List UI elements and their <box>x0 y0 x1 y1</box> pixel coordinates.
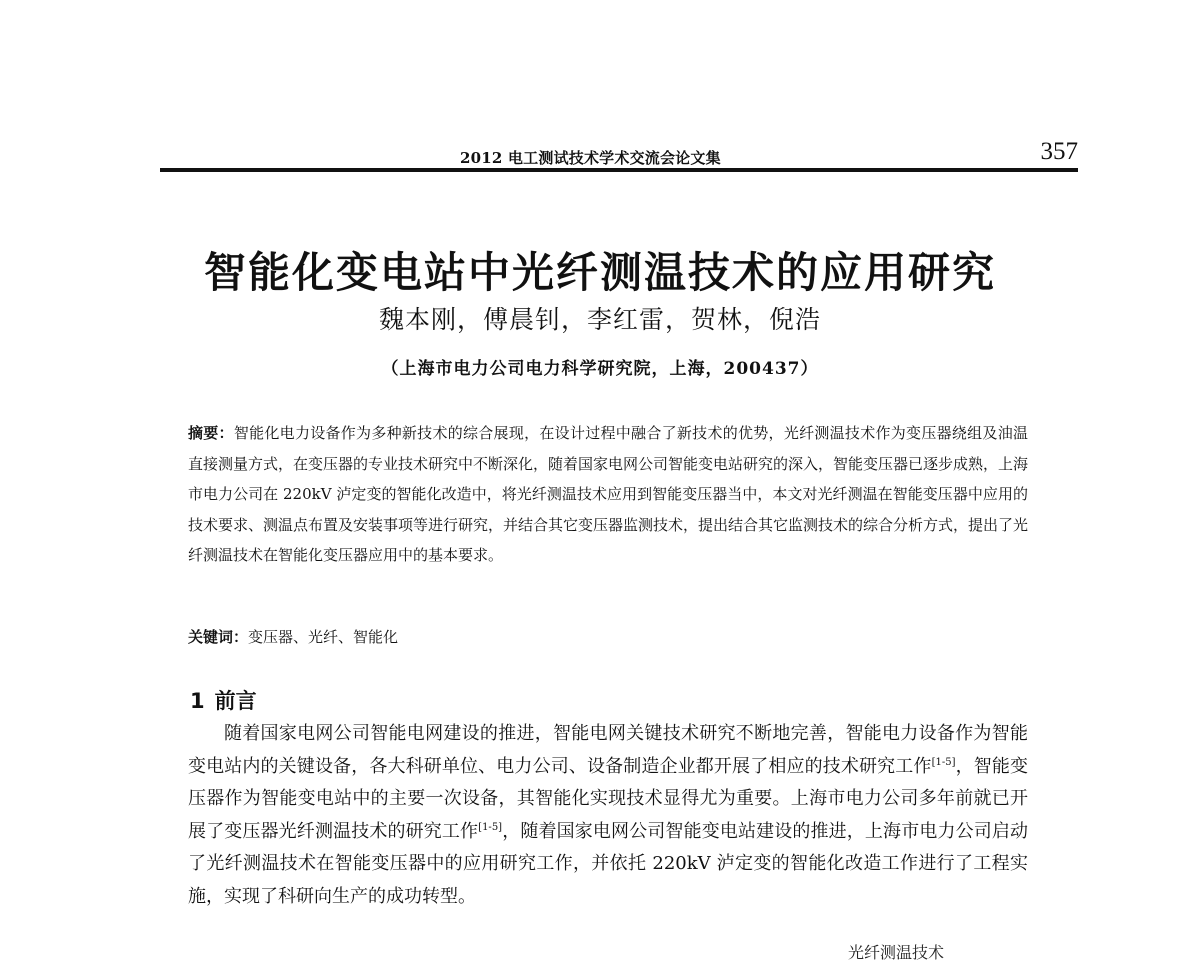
introduction-text-part-1: 随着国家电网公司智能电网建设的推进，智能电网关键技术研究不断地完善，智能电力设备作为智能变电站内的关键设备，各大科研单位、电力公司、设备制造企业都开展了相应的技术研究工作 <box>188 723 1028 777</box>
citation-reference: [1-5] <box>478 821 503 833</box>
keywords-text: 变压器、光纤、智能化 <box>248 628 399 646</box>
author-list: 魏本刚，傅晨钊，李红雷，贺林，倪浩 <box>378 305 821 334</box>
introduction-text-part-2: ，智能变压器作为智能变电站中的主要一次设备，其智能化实现技术显得尤为重要。上海市电力公司多年前就已开展了变压器光纤测温技术的研究工作 <box>188 755 1029 842</box>
keywords-line <box>188 625 1028 649</box>
running-header <box>160 138 1078 172</box>
abstract-label: 摘要： <box>188 424 234 442</box>
author-affiliation: （上海市电力公司电力科学研究院，上海，200437） <box>381 359 819 379</box>
paper-title: 智能化变电站中光纤测温技术的应用研究 <box>203 248 996 298</box>
keywords-label: 关键词： <box>188 628 249 646</box>
abstract-paragraph <box>188 418 1028 571</box>
page-number: 357 <box>1040 138 1078 165</box>
introduction-paragraph <box>188 718 1028 913</box>
abstract-text: 智能化电力设备作为多种新技术的综合展现，在设计过程中融合了新技术的优势，光纤测温技术作为变压器绕组及油温直接测量方式，在变压器的专业技术研究中不断深化，随着国家电网公司智能变电站研究的深入，智能变压器已逐步成熟，上海市电力公司在 220kV 泸定变的智能化改造中，将光纤测温技术应用到智能变压器当中，本文对光纤测温在智能变压器中应用的技术要求、测温点布置及安装事项等进行研究，并结合其它变压器监测技术，提出结合其它监测技术的综合分析方式，提出了光纤测温技术在智能化变压器应用中的基本要求。 <box>188 424 1029 564</box>
section-heading <box>190 685 257 715</box>
section-number: 1 <box>190 689 205 713</box>
header-rule <box>160 168 1078 172</box>
clipped-next-line: 光纤测温技术 <box>848 943 945 962</box>
section-title: 前言 <box>214 689 257 713</box>
introduction-text-part-3: ，随着国家电网公司智能变电站建设的推进，上海市电力公司启动了光纤测温技术在智能变压器中的应用研究工作，并依托 220kV 泸定变的智能化改造工作进行了工程实施，实现了科研向生产的成功转型。 <box>188 820 1029 907</box>
citation-reference: [1-5] <box>931 756 956 768</box>
conference-proceedings-title: 2012 电工测试技术学术交流会论文集 <box>460 149 721 167</box>
